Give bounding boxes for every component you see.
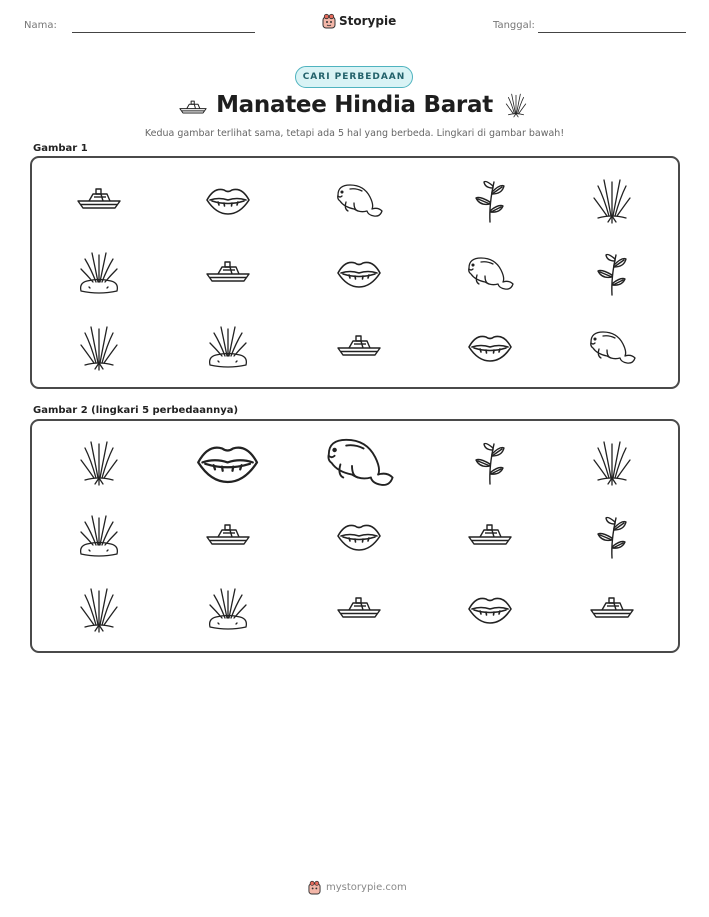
manatee-icon: [334, 181, 384, 219]
footer-url[interactable]: mystorypie.com: [326, 882, 407, 893]
lips-icon: [194, 440, 261, 485]
picture-2-panel[interactable]: [30, 419, 680, 653]
picture-2-cell-3-5[interactable]: [588, 597, 636, 621]
manatee-icon: [587, 328, 637, 366]
manatee-icon: [323, 434, 396, 489]
grass-icon: [79, 585, 119, 633]
lips-icon: [466, 331, 514, 363]
name-line[interactable]: [72, 32, 255, 33]
instructions: Kedua gambar terlihat sama, tetapi ada 5 hal yang berbeda. Lingkari di gambar bawah!: [144, 128, 565, 139]
grass-icon: [79, 323, 119, 371]
lips-icon: [335, 520, 383, 552]
date-line[interactable]: [538, 32, 686, 33]
boat-icon: [335, 597, 383, 621]
picture-2-cell-2-5[interactable]: [594, 514, 630, 558]
manatee-icon: [465, 254, 515, 292]
grass-mound-icon: [77, 251, 121, 295]
sprig-icon: [594, 251, 630, 295]
brand-logo: [322, 13, 396, 29]
boat-icon: [75, 188, 123, 212]
footer: [308, 880, 407, 895]
picture-1-cell-2-2: [204, 261, 252, 285]
storypie-mascot-icon: [322, 13, 336, 29]
name-label: Nama:: [24, 20, 57, 31]
grass-icon: [503, 92, 529, 118]
grass-icon: [592, 176, 632, 224]
boat-icon: [588, 597, 636, 621]
picture-1-cell-2-4: [465, 254, 515, 292]
picture-2-cell-2-2[interactable]: [204, 524, 252, 548]
picture-1-cell-3-5: [587, 328, 637, 366]
grass-icon: [79, 438, 119, 486]
boat-icon: [178, 100, 208, 116]
picture-2-cell-3-2[interactable]: [206, 587, 250, 631]
picture-1-cell-3-4: [466, 331, 514, 363]
picture-1-panel: [30, 156, 680, 389]
picture-2-cell-2-4[interactable]: [466, 524, 514, 548]
picture-1-cell-2-5: [594, 251, 630, 295]
picture-2-cell-3-1[interactable]: [79, 585, 119, 633]
picture-2-cell-3-4[interactable]: [466, 593, 514, 625]
picture-2-cell-1-3[interactable]: [323, 434, 396, 489]
picture-2-cell-3-3[interactable]: [335, 597, 383, 621]
picture-2-cell-1-4[interactable]: [472, 440, 508, 484]
boat-icon: [335, 335, 383, 359]
grass-icon: [592, 438, 632, 486]
picture-2-cell-2-3[interactable]: [335, 520, 383, 552]
brand-name: Storypie: [339, 14, 397, 28]
picture-1-cell-2-3: [335, 257, 383, 289]
picture-1-cell-2-1: [77, 251, 121, 295]
picture-1-cell-1-3: [334, 181, 384, 219]
picture-1-cell-3-1: [79, 323, 119, 371]
lips-icon: [335, 257, 383, 289]
date-label: Tanggal:: [493, 20, 535, 31]
lips-icon: [204, 184, 252, 216]
picture-2-cell-1-1[interactable]: [79, 438, 119, 486]
picture-2-cell-1-2[interactable]: [194, 440, 261, 485]
picture-1-cell-3-2: [206, 325, 250, 369]
picture-1-cell-3-3: [335, 335, 383, 359]
grass-mound-icon: [77, 514, 121, 558]
sprig-icon: [594, 514, 630, 558]
lips-icon: [466, 593, 514, 625]
picture-2-cell-2-1[interactable]: [77, 514, 121, 558]
sprig-icon: [472, 178, 508, 222]
picture-1-cell-1-1: [75, 188, 123, 212]
picture-2-label: Gambar 2 (lingkari 5 perbedaannya): [33, 405, 239, 416]
grass-mound-icon: [206, 325, 250, 369]
boat-icon: [204, 524, 252, 548]
boat-icon: [204, 261, 252, 285]
page-title: Manatee Hindia Barat: [216, 92, 493, 118]
sprig-icon: [472, 440, 508, 484]
title-row: [0, 92, 709, 124]
picture-1-cell-1-4: [472, 178, 508, 222]
picture-1-cell-1-2: [204, 184, 252, 216]
picture-1-cell-1-5: [592, 176, 632, 224]
storypie-mascot-icon: [308, 880, 321, 895]
boat-icon: [466, 524, 514, 548]
picture-2-cell-1-5[interactable]: [592, 438, 632, 486]
grass-mound-icon: [206, 587, 250, 631]
picture-1-label: Gambar 1: [33, 143, 88, 154]
activity-badge: CARI PERBEDAAN: [295, 66, 413, 88]
